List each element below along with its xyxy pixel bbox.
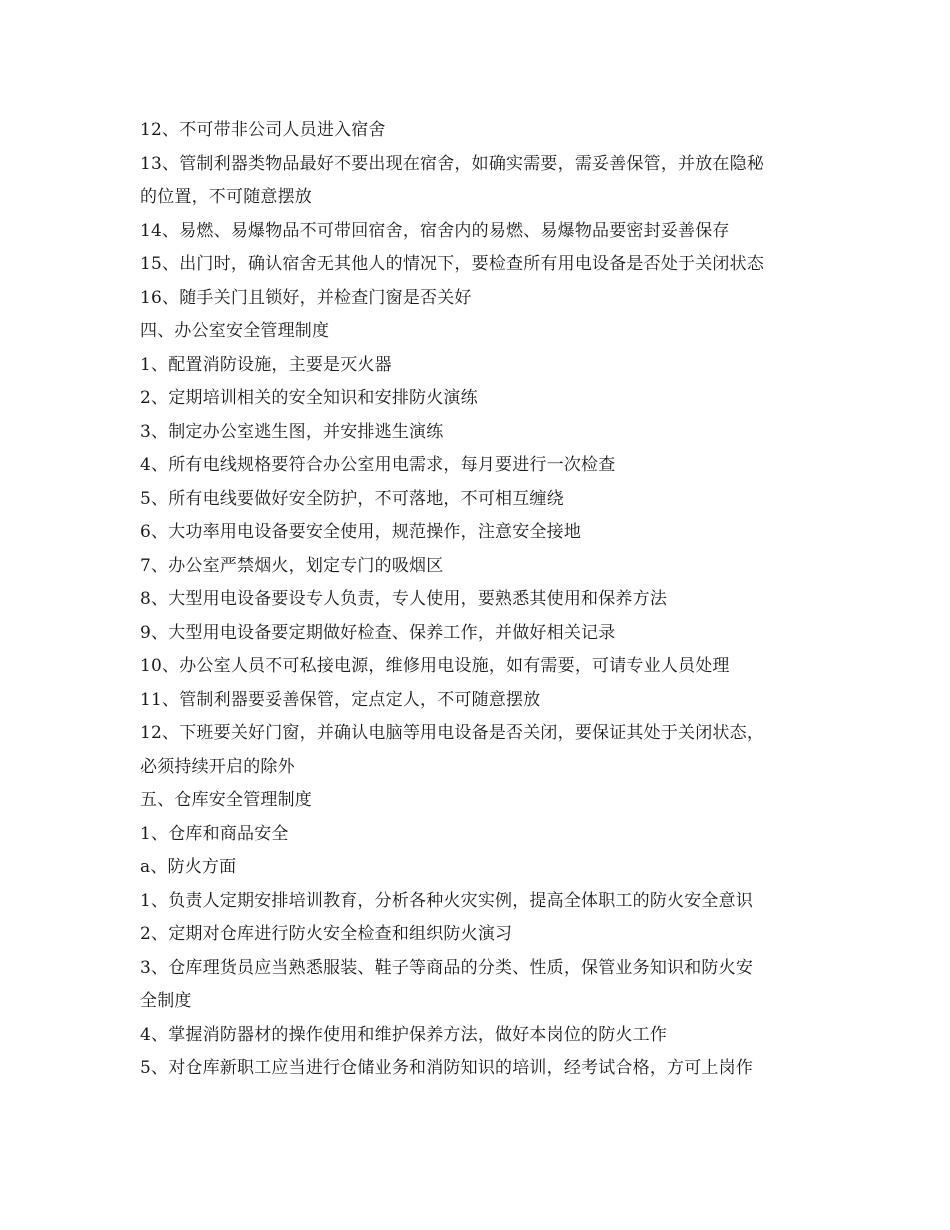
text-line: 8、大型用电设备要设专人负责，专人使用，要熟悉其使用和保养方法 bbox=[140, 589, 668, 609]
text-line: 7、办公室严禁烟火，划定专门的吸烟区 bbox=[140, 555, 444, 576]
text-line: 10、办公室人员不可私接电源，维修用电设施，如有需要，可请专业人员处理 bbox=[140, 656, 730, 676]
text-line: 必须持续开启的除外 bbox=[140, 756, 295, 777]
text-line: 14、易燃、易爆物品不可带回宿舍，宿舍内的易燃、易爆物品要密封妥善保存 bbox=[140, 220, 730, 241]
text-line: 16、随手关门且锁好，并检查门窗是否关好 bbox=[140, 287, 472, 308]
text-line: 6、大功率用电设备要安全使用，规范操作，注意安全接地 bbox=[140, 522, 582, 542]
section-heading: 五、仓库安全管理制度 bbox=[140, 790, 312, 810]
text-line: 3、仓库理货员应当熟悉服装、鞋子等商品的分类、性质，保管业务知识和防火安 bbox=[140, 957, 754, 978]
text-line: 9、大型用电设备要定期做好检查、保养工作，并做好相关记录 bbox=[140, 622, 616, 643]
text-line: 2、定期培训相关的安全知识和安排防火演练 bbox=[140, 388, 478, 408]
document-body bbox=[140, 114, 820, 1086]
text-line: 11、管制利器要妥善保管，定点定人，不可随意摆放 bbox=[140, 689, 541, 710]
text-line: 5、对仓库新职工应当进行仓储业务和消防知识的培训，经考试合格，方可上岗作 bbox=[140, 1058, 754, 1078]
text-line: 4、所有电线规格要符合办公室用电需求，每月要进行一次检查 bbox=[140, 455, 616, 475]
text-line: 2、定期对仓库进行防火安全检查和组织防火演习 bbox=[140, 924, 513, 944]
text-line: 15、出门时，确认宿舍无其他人的情况下，要检查所有用电设备是否处于关闭状态 bbox=[140, 254, 765, 274]
section-heading: 四、办公室安全管理制度 bbox=[140, 321, 330, 341]
text-line: 1、仓库和商品安全 bbox=[140, 823, 289, 844]
text-line: 3、制定办公室逃生图，并安排逃生演练 bbox=[140, 421, 444, 442]
text-line: a、防火方面 bbox=[140, 857, 237, 877]
text-line: 5、所有电线要做好安全防护，不可落地，不可相互缠绕 bbox=[140, 488, 564, 509]
text-line: 12、不可带非公司人员进入宿舍 bbox=[140, 120, 386, 140]
text-line: 12、下班要关好门窗，并确认电脑等用电设备是否关闭，要保证其处于关闭状态， bbox=[140, 723, 765, 743]
text-line: 4、掌握消防器材的操作使用和维护保养方法，做好本岗位的防火工作 bbox=[140, 1024, 668, 1045]
text-line: 全制度 bbox=[140, 991, 192, 1011]
text-line: 的位置，不可随意摆放 bbox=[140, 187, 312, 207]
text-line: 1、配置消防设施，主要是灭火器 bbox=[140, 354, 392, 375]
text-line: 13、管制利器类物品最好不要出现在宿舍，如确实需要，需妥善保管，并放在隐秘 bbox=[140, 153, 765, 174]
text-line: 1、负责人定期安排培训教育，分析各种火灾实例，提高全体职工的防火安全意识 bbox=[140, 890, 754, 911]
